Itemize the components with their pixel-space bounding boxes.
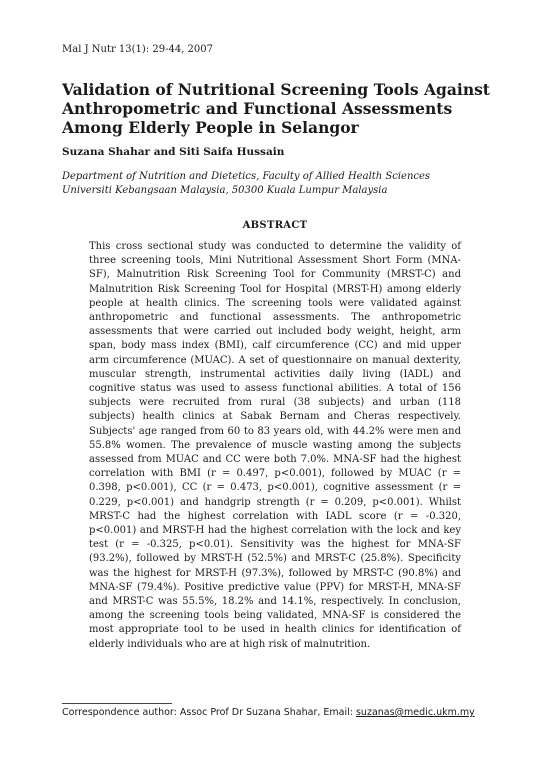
abstract-text: This cross sectional study was conducted to determine the validity of three screening tools, Mini Nutritional Assessment Short Form (MNA-SF), Malnutrition Risk Screening Tool for Community (MRST-C) and Malnutrition Risk Screening Tool for Hospital (MRST-H) among elderly people at health clinics. The screening tools were validated against anthropometric and functional assessments. The anthropometric assessments that were carried out included body weight, height, arm span, body mass index (BMI), calf circumference (CC) and mid upper arm circumference (MUAC). A set of questionnaire on manual dexterity, muscular strength, instrumental activities daily living (IADL) and cognitive status was used to assess functional abilities. A total of 156 subjects were recruited from rural (38 subjects) and urban (118 subjects) health clinics at Sabak Bernam and Cheras respectively. Subjects' age ranged from 60 to 83 years old, with 44.2% were men and 55.8% women. The prevalence of muscle wasting among the subjects assessed from MUAC and CC were both 7.0%. MNA-SF had the highest correlation with BMI (r = 0.497, p<0.001), followed by MUAC (r = 0.398, p<0.001), CC (r = 0.473, p<0.001), cognitive assessment (r = 0.229, p<0.001) and handgrip strength (r = 0.209, p<0.001). Whilst MRST-C had the highest correlation with IADL score (r = -0.320, p<0.001) and MRST-H had the highest correlation with the lock and key test (r = -0.325, p<0.01). Sensitivity was the highest for MNA-SF (93.2%), followed by MRST-H (52.5%) and MRST-C (25.8%). Specificity was the highest for MRST-H (97.3%), followed by MRST-C (90.8%) and MNA-SF (79.4%). Positive predictive value (PPV) for MRST-H, MNA-SF and MRST-C was 55.5%, 18.2% and 14.1%, respectively. In conclusion, among the screening tools being validated, MNA-SF is considered the most appropriate tool to be used in health clinics for identification of elderly individuals who are at high risk of malnutrition. [89,241,461,650]
correspondence-note [62,707,475,718]
article-authors: Suzana Shahar and Siti Saifa Hussain [62,146,285,158]
correspondence-email-link[interactable]: suzanas@medic.ukm.my [355,707,475,718]
affiliation-line-1: Department of Nutrition and Dietetics, Faculty of Allied Health Sciences [62,171,431,182]
correspondence-label: Correspondence author: Assoc Prof Dr Suzana Shahar, Email: [62,707,356,718]
affiliation-line-2: Universiti Kebangsaan Malaysia, 50300 Kuala Lumpur Malaysia [62,185,388,196]
footnote-divider [62,703,172,704]
article-title: Validation of Nutritional Screening Tools Against Anthropometric and Functional Assessments Among Elderly People in Selangor [62,80,490,137]
journal-citation: Mal J Nutr 13(1): 29-44, 2007 [62,44,214,55]
author-affiliation [62,170,492,198]
abstract-heading: ABSTRACT [242,220,308,231]
